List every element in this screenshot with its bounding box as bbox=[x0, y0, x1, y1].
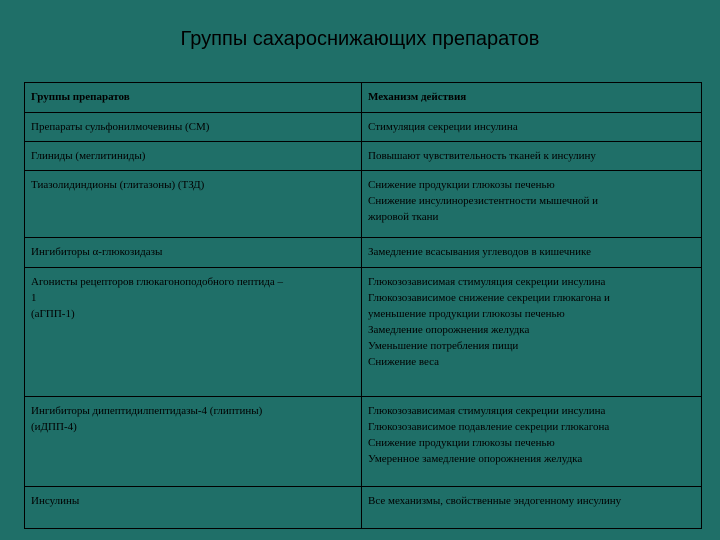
table-row bbox=[25, 142, 702, 171]
group-cell: Агонисты рецепторов глюкагоноподобного пептида – 1 (аГПП-1) bbox=[25, 268, 362, 397]
table-row bbox=[25, 397, 702, 487]
group-cell: Глиниды (меглитиниды) bbox=[25, 142, 362, 171]
header-mechanism: Механизм действия bbox=[362, 83, 702, 113]
table-row bbox=[25, 268, 702, 397]
table-row bbox=[25, 171, 702, 238]
mechanism-cell: Все механизмы, свойственные эндогенному инсулину bbox=[362, 487, 702, 529]
group-cell: Ингибиторы дипептидилпептидазы-4 (глиптины) (иДПП-4) bbox=[25, 397, 362, 487]
mechanism-cell: Стимуляция секреции инсулина bbox=[362, 113, 702, 142]
mechanism-cell: Глюкозозависимая стимуляция секреции инсулина Глюкозозависимое подавление секреции глюкагона Снижение продукции глюкозы печенью Умеренное замедление опорожнения желудка bbox=[362, 397, 702, 487]
slide-title: Группы сахароснижающих препаратов bbox=[180, 28, 540, 50]
table-row bbox=[25, 487, 702, 529]
group-cell: Препараты сульфонилмочевины (СМ) bbox=[25, 113, 362, 142]
table-row bbox=[25, 113, 702, 142]
mechanism-cell: Глюкозозависимая стимуляция секреции инсулина Глюкозозависимое снижение секреции глюкагона и уменьшение продукции глюкозы печенью Замедление опорожнения желудка Уменьшение потребления пищи Снижение веса bbox=[362, 268, 702, 397]
mechanism-cell: Замедление всасывания углеводов в кишечнике bbox=[362, 238, 702, 268]
group-cell: Ингибиторы α-глюкозидазы bbox=[25, 238, 362, 268]
mechanism-cell: Снижение продукции глюкозы печенью Снижение инсулинорезистентности мышечной и жировой ткани bbox=[362, 171, 702, 238]
header-groups: Группы препаратов bbox=[25, 83, 362, 113]
group-cell: Инсулины bbox=[25, 487, 362, 529]
mechanism-cell: Повышают чувствительность тканей к инсулину bbox=[362, 142, 702, 171]
table-row bbox=[25, 238, 702, 268]
group-cell: Тиазолидиндионы (глитазоны) (ТЗД) bbox=[25, 171, 362, 238]
table-header-row bbox=[25, 83, 702, 113]
drug-groups-table bbox=[24, 82, 702, 529]
